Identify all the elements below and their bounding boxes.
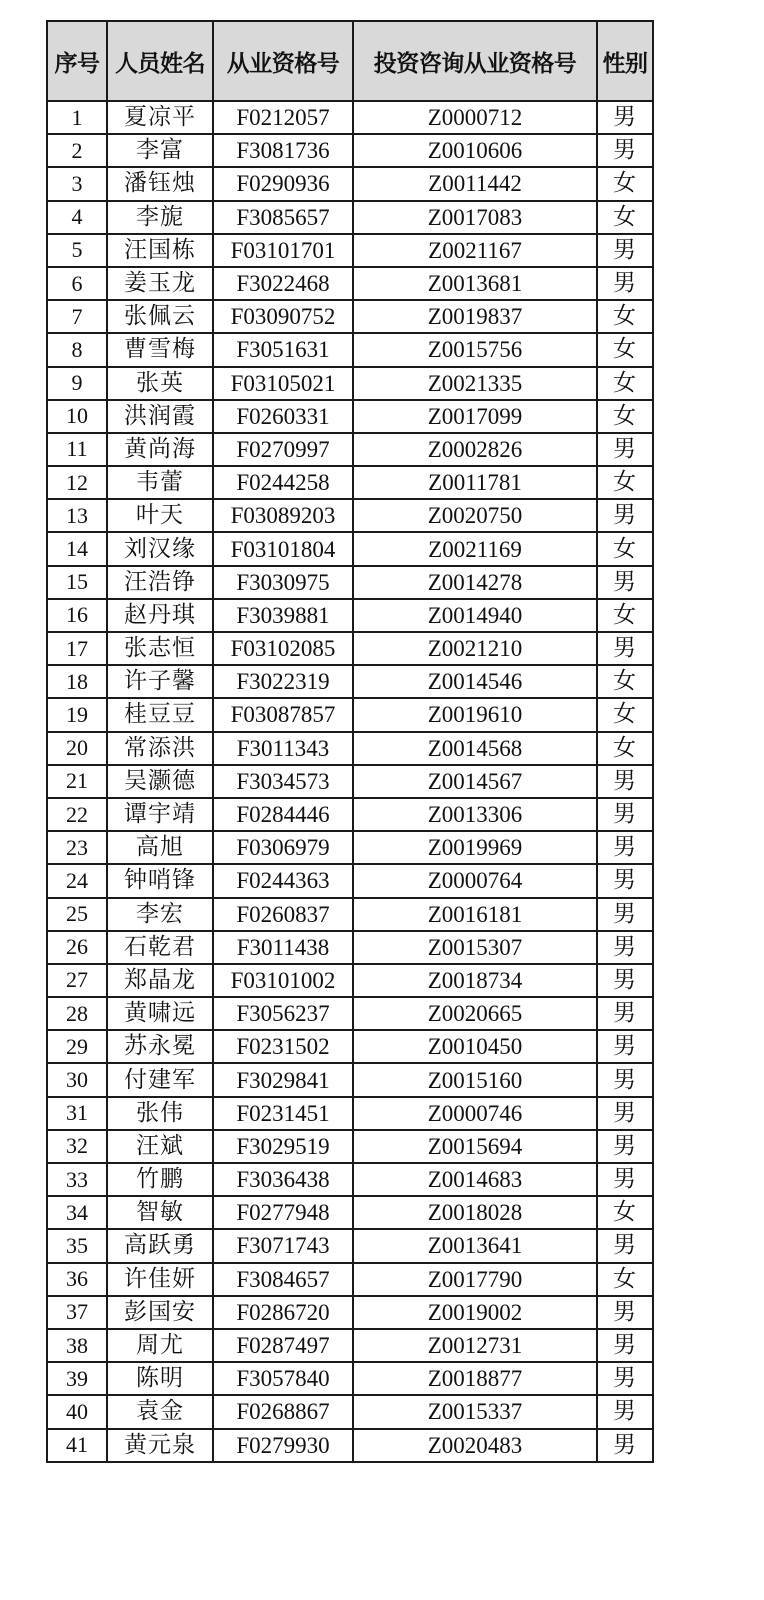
cell-investment-consulting-number: Z0021167 [353,234,597,267]
table-row [47,234,653,267]
table-row [47,765,653,798]
cell-gender: 男 [597,267,653,300]
table-row [47,1196,653,1229]
table-row [47,632,653,665]
cell-person-name: 曹雪梅 [107,333,213,366]
cell-person-name: 竹鹏 [107,1163,213,1196]
cell-gender: 男 [597,997,653,1030]
table-row [47,798,653,831]
cell-investment-consulting-number: Z0011442 [353,167,597,200]
table-row [47,732,653,765]
cell-gender: 女 [597,201,653,234]
cell-investment-consulting-number: Z0019969 [353,831,597,864]
cell-serial-number: 16 [47,599,107,632]
table-row [47,1395,653,1428]
cell-gender: 女 [597,698,653,731]
cell-person-name: 李富 [107,134,213,167]
cell-serial-number: 33 [47,1163,107,1196]
cell-qualification-number: F0231451 [213,1097,353,1130]
cell-serial-number: 3 [47,167,107,200]
cell-person-name: 钟哨锋 [107,864,213,897]
table-header-row [47,21,653,101]
table-body [47,101,653,1462]
table-row [47,1263,653,1296]
cell-gender: 男 [597,1130,653,1163]
table-row [47,1229,653,1262]
cell-gender: 男 [597,1362,653,1395]
cell-qualification-number: F3034573 [213,765,353,798]
cell-investment-consulting-number: Z0018734 [353,964,597,997]
cell-serial-number: 10 [47,400,107,433]
cell-investment-consulting-number: Z0014940 [353,599,597,632]
table-row [47,267,653,300]
cell-gender: 男 [597,632,653,665]
cell-gender: 女 [597,367,653,400]
roster-document [46,20,654,1463]
cell-investment-consulting-number: Z0014546 [353,665,597,698]
table-row [47,1063,653,1096]
cell-serial-number: 23 [47,831,107,864]
cell-serial-number: 1 [47,101,107,134]
cell-serial-number: 22 [47,798,107,831]
cell-gender: 女 [597,333,653,366]
cell-serial-number: 13 [47,499,107,532]
cell-serial-number: 4 [47,201,107,234]
cell-serial-number: 34 [47,1196,107,1229]
cell-gender: 男 [597,1395,653,1428]
cell-qualification-number: F0244363 [213,864,353,897]
cell-qualification-number: F3051631 [213,333,353,366]
cell-investment-consulting-number: Z0013681 [353,267,597,300]
cell-investment-consulting-number: Z0014568 [353,732,597,765]
table-row [47,665,653,698]
cell-person-name: 付建军 [107,1063,213,1096]
cell-qualification-number: F3022319 [213,665,353,698]
cell-serial-number: 8 [47,333,107,366]
cell-gender: 男 [597,234,653,267]
cell-qualification-number: F0231502 [213,1030,353,1063]
cell-person-name: 高旭 [107,831,213,864]
cell-person-name: 赵丹琪 [107,599,213,632]
cell-serial-number: 26 [47,931,107,964]
cell-serial-number: 18 [47,665,107,698]
cell-gender: 男 [597,1030,653,1063]
table-row [47,1329,653,1362]
cell-person-name: 叶天 [107,499,213,532]
cell-person-name: 黄元泉 [107,1429,213,1462]
table-row [47,499,653,532]
qualification-table [46,20,654,1463]
cell-gender: 男 [597,864,653,897]
cell-investment-consulting-number: Z0013306 [353,798,597,831]
table-row [47,1296,653,1329]
cell-serial-number: 39 [47,1362,107,1395]
cell-qualification-number: F0260837 [213,898,353,931]
table-row [47,698,653,731]
table-row [47,333,653,366]
cell-gender: 女 [597,1263,653,1296]
table-row [47,433,653,466]
cell-serial-number: 20 [47,732,107,765]
cell-investment-consulting-number: Z0017083 [353,201,597,234]
cell-person-name: 常添洪 [107,732,213,765]
table-row [47,201,653,234]
cell-gender: 男 [597,765,653,798]
cell-investment-consulting-number: Z0010606 [353,134,597,167]
cell-gender: 男 [597,566,653,599]
table-row [47,599,653,632]
cell-person-name: 洪润霞 [107,400,213,433]
table-row [47,167,653,200]
cell-qualification-number: F03101701 [213,234,353,267]
cell-investment-consulting-number: Z0002826 [353,433,597,466]
cell-serial-number: 25 [47,898,107,931]
cell-serial-number: 29 [47,1030,107,1063]
cell-person-name: 郑晶龙 [107,964,213,997]
header-gender: 性别 [597,21,653,101]
cell-qualification-number: F03090752 [213,300,353,333]
cell-gender: 男 [597,898,653,931]
cell-investment-consulting-number: Z0021169 [353,532,597,565]
cell-investment-consulting-number: Z0015337 [353,1395,597,1428]
header-person-name: 人员姓名 [107,21,213,101]
cell-person-name: 袁金 [107,1395,213,1428]
cell-investment-consulting-number: Z0017790 [353,1263,597,1296]
table-row [47,101,653,134]
cell-investment-consulting-number: Z0021335 [353,367,597,400]
cell-investment-consulting-number: Z0018877 [353,1362,597,1395]
cell-investment-consulting-number: Z0019837 [353,300,597,333]
cell-serial-number: 31 [47,1097,107,1130]
header-investment-consulting-number: 投资咨询从业资格号 [353,21,597,101]
cell-investment-consulting-number: Z0015160 [353,1063,597,1096]
cell-serial-number: 40 [47,1395,107,1428]
cell-gender: 女 [597,732,653,765]
cell-serial-number: 30 [47,1063,107,1096]
cell-person-name: 许子馨 [107,665,213,698]
cell-qualification-number: F3056237 [213,997,353,1030]
table-row [47,134,653,167]
cell-qualification-number: F3039881 [213,599,353,632]
cell-qualification-number: F3036438 [213,1163,353,1196]
cell-gender: 男 [597,964,653,997]
table-row [47,1130,653,1163]
table-row [47,997,653,1030]
cell-gender: 女 [597,665,653,698]
cell-qualification-number: F03102085 [213,632,353,665]
cell-person-name: 智敏 [107,1196,213,1229]
cell-investment-consulting-number: Z0015694 [353,1130,597,1163]
cell-qualification-number: F0277948 [213,1196,353,1229]
cell-person-name: 潘钰烛 [107,167,213,200]
cell-qualification-number: F0290936 [213,167,353,200]
table-row [47,931,653,964]
cell-serial-number: 36 [47,1263,107,1296]
table-row [47,1429,653,1462]
cell-investment-consulting-number: Z0015307 [353,931,597,964]
cell-serial-number: 37 [47,1296,107,1329]
cell-qualification-number: F3057840 [213,1362,353,1395]
cell-qualification-number: F0306979 [213,831,353,864]
table-row [47,566,653,599]
cell-person-name: 谭宇靖 [107,798,213,831]
cell-serial-number: 14 [47,532,107,565]
cell-gender: 男 [597,134,653,167]
cell-serial-number: 21 [47,765,107,798]
cell-qualification-number: F3071743 [213,1229,353,1262]
cell-person-name: 李旎 [107,201,213,234]
cell-investment-consulting-number: Z0012731 [353,1329,597,1362]
cell-gender: 女 [597,300,653,333]
table-row [47,300,653,333]
cell-investment-consulting-number: Z0020483 [353,1429,597,1462]
cell-qualification-number: F0260331 [213,400,353,433]
header-serial-number: 序号 [47,21,107,101]
cell-person-name: 张伟 [107,1097,213,1130]
cell-person-name: 汪斌 [107,1130,213,1163]
cell-gender: 女 [597,167,653,200]
cell-investment-consulting-number: Z0020665 [353,997,597,1030]
cell-qualification-number: F0212057 [213,101,353,134]
cell-qualification-number: F03101002 [213,964,353,997]
cell-gender: 男 [597,499,653,532]
cell-gender: 男 [597,1429,653,1462]
table-row [47,964,653,997]
cell-person-name: 汪浩铮 [107,566,213,599]
cell-person-name: 彭国安 [107,1296,213,1329]
cell-gender: 男 [597,831,653,864]
cell-person-name: 黄啸远 [107,997,213,1030]
table-row [47,831,653,864]
cell-gender: 女 [597,466,653,499]
cell-investment-consulting-number: Z0000712 [353,101,597,134]
cell-person-name: 张佩云 [107,300,213,333]
cell-qualification-number: F3029841 [213,1063,353,1096]
table-row [47,1030,653,1063]
cell-investment-consulting-number: Z0019610 [353,698,597,731]
cell-investment-consulting-number: Z0010450 [353,1030,597,1063]
table-row [47,1163,653,1196]
cell-serial-number: 24 [47,864,107,897]
cell-person-name: 汪国栋 [107,234,213,267]
table-row [47,898,653,931]
cell-qualification-number: F03101804 [213,532,353,565]
cell-person-name: 黄尚海 [107,433,213,466]
cell-qualification-number: F3011438 [213,931,353,964]
cell-person-name: 李宏 [107,898,213,931]
cell-person-name: 吴灏德 [107,765,213,798]
cell-serial-number: 32 [47,1130,107,1163]
cell-gender: 男 [597,101,653,134]
cell-serial-number: 9 [47,367,107,400]
header-qualification-number: 从业资格号 [213,21,353,101]
cell-qualification-number: F0286720 [213,1296,353,1329]
cell-serial-number: 35 [47,1229,107,1262]
cell-gender: 女 [597,1196,653,1229]
cell-serial-number: 27 [47,964,107,997]
cell-person-name: 韦蕾 [107,466,213,499]
cell-serial-number: 2 [47,134,107,167]
cell-investment-consulting-number: Z0000764 [353,864,597,897]
table-row [47,367,653,400]
cell-gender: 男 [597,798,653,831]
table-row [47,864,653,897]
cell-gender: 男 [597,1063,653,1096]
cell-investment-consulting-number: Z0018028 [353,1196,597,1229]
cell-gender: 男 [597,1097,653,1130]
cell-person-name: 张英 [107,367,213,400]
cell-gender: 男 [597,931,653,964]
cell-serial-number: 17 [47,632,107,665]
cell-serial-number: 12 [47,466,107,499]
cell-person-name: 桂豆豆 [107,698,213,731]
cell-qualification-number: F3085657 [213,201,353,234]
cell-person-name: 许佳妍 [107,1263,213,1296]
cell-serial-number: 15 [47,566,107,599]
cell-person-name: 刘汉缘 [107,532,213,565]
cell-investment-consulting-number: Z0014567 [353,765,597,798]
table-row [47,1097,653,1130]
cell-person-name: 夏凉平 [107,101,213,134]
cell-serial-number: 19 [47,698,107,731]
cell-person-name: 张志恒 [107,632,213,665]
cell-qualification-number: F3011343 [213,732,353,765]
cell-investment-consulting-number: Z0021210 [353,632,597,665]
cell-serial-number: 11 [47,433,107,466]
cell-gender: 男 [597,1329,653,1362]
cell-investment-consulting-number: Z0016181 [353,898,597,931]
cell-gender: 男 [597,1296,653,1329]
cell-qualification-number: F03105021 [213,367,353,400]
cell-gender: 女 [597,532,653,565]
table-row [47,1362,653,1395]
cell-investment-consulting-number: Z0014683 [353,1163,597,1196]
cell-gender: 女 [597,400,653,433]
cell-qualification-number: F3081736 [213,134,353,167]
cell-serial-number: 41 [47,1429,107,1462]
cell-qualification-number: F0279930 [213,1429,353,1462]
cell-qualification-number: F3022468 [213,267,353,300]
cell-investment-consulting-number: Z0013641 [353,1229,597,1262]
cell-gender: 女 [597,599,653,632]
cell-person-name: 陈明 [107,1362,213,1395]
cell-person-name: 姜玉龙 [107,267,213,300]
cell-investment-consulting-number: Z0017099 [353,400,597,433]
cell-qualification-number: F3030975 [213,566,353,599]
cell-qualification-number: F3029519 [213,1130,353,1163]
table-row [47,400,653,433]
cell-qualification-number: F3084657 [213,1263,353,1296]
cell-qualification-number: F0287497 [213,1329,353,1362]
cell-investment-consulting-number: Z0020750 [353,499,597,532]
cell-investment-consulting-number: Z0011781 [353,466,597,499]
cell-qualification-number: F0270997 [213,433,353,466]
cell-investment-consulting-number: Z0015756 [353,333,597,366]
cell-qualification-number: F0244258 [213,466,353,499]
cell-qualification-number: F0284446 [213,798,353,831]
cell-gender: 男 [597,1163,653,1196]
cell-investment-consulting-number: Z0019002 [353,1296,597,1329]
cell-qualification-number: F0268867 [213,1395,353,1428]
cell-investment-consulting-number: Z0000746 [353,1097,597,1130]
cell-person-name: 石乾君 [107,931,213,964]
table-row [47,466,653,499]
cell-gender: 男 [597,1229,653,1262]
cell-person-name: 高跃勇 [107,1229,213,1262]
cell-serial-number: 6 [47,267,107,300]
cell-serial-number: 38 [47,1329,107,1362]
cell-serial-number: 28 [47,997,107,1030]
cell-investment-consulting-number: Z0014278 [353,566,597,599]
cell-person-name: 苏永冕 [107,1030,213,1063]
cell-serial-number: 7 [47,300,107,333]
table-row [47,532,653,565]
cell-qualification-number: F03089203 [213,499,353,532]
cell-qualification-number: F03087857 [213,698,353,731]
cell-person-name: 周尤 [107,1329,213,1362]
cell-serial-number: 5 [47,234,107,267]
cell-gender: 男 [597,433,653,466]
